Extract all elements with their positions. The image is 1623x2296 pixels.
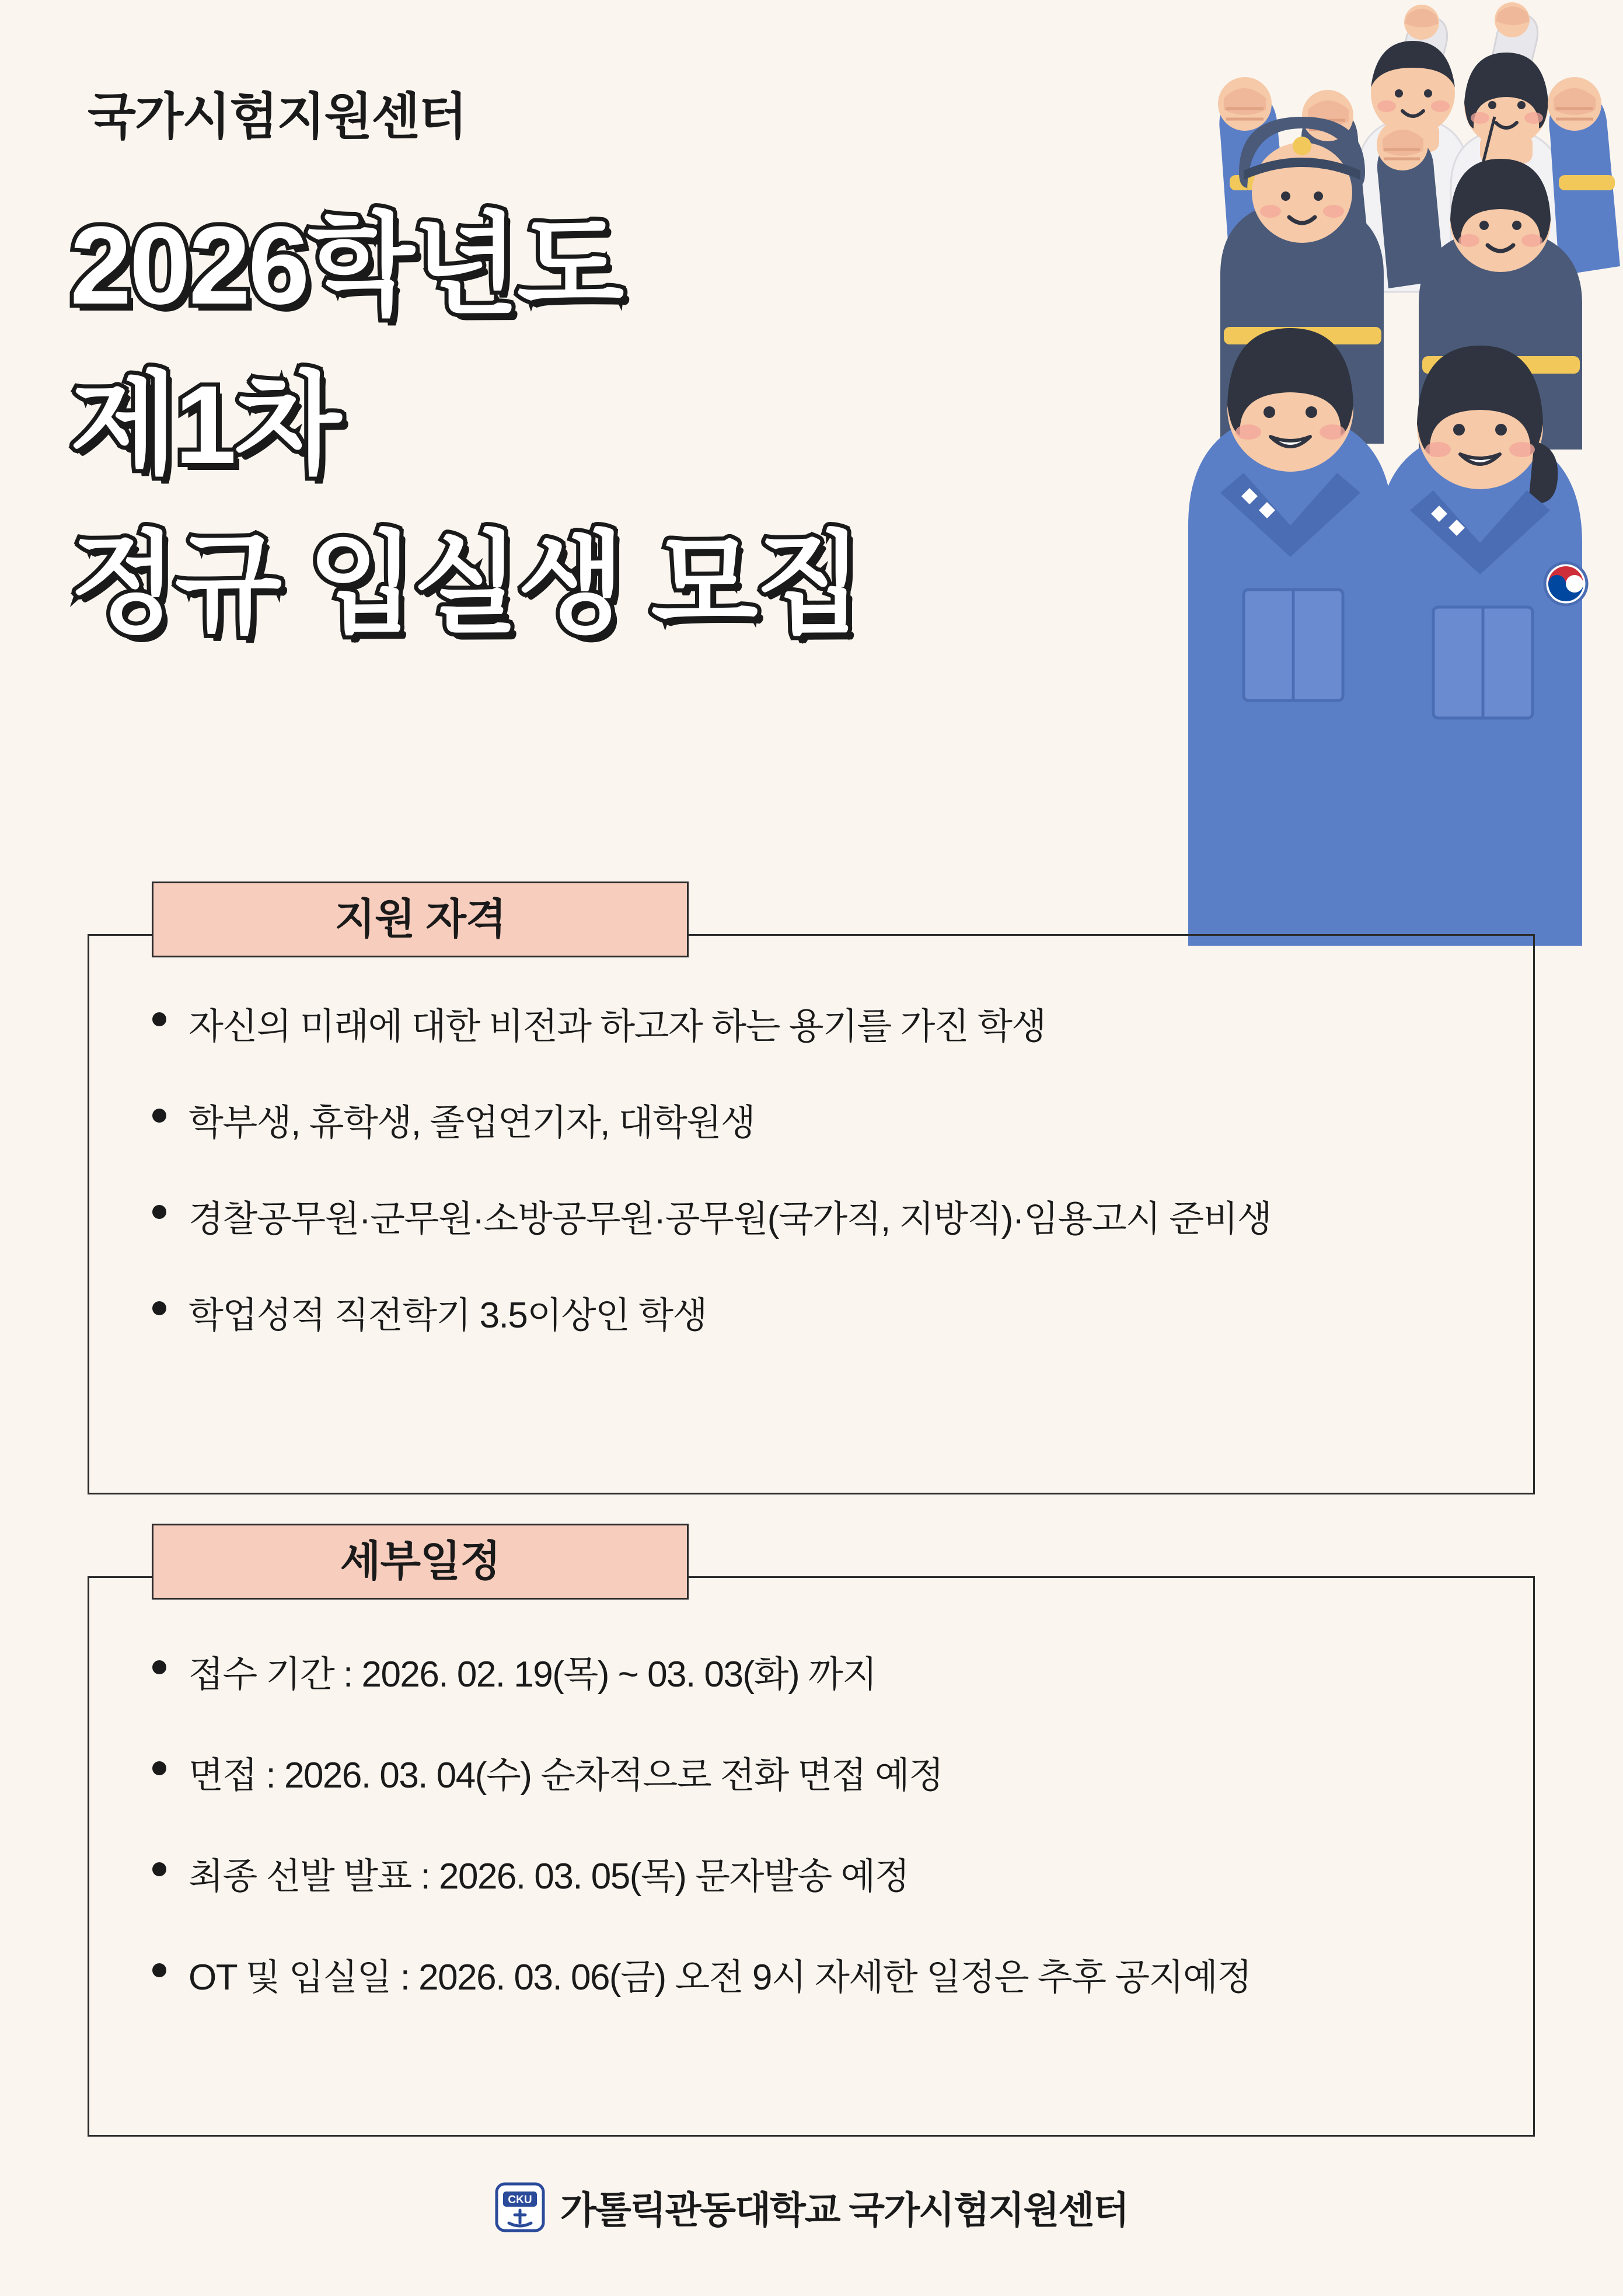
list-item: 자신의 미래에 대한 비전과 하고자 하는 용기를 가진 학생 (142, 997, 1533, 1049)
cku-university-logo-icon (495, 2182, 545, 2232)
title-line-3: 정규 입실생 모집 (70, 522, 861, 646)
qualification-section (88, 934, 1535, 1494)
list-item: 최종 선발 발표 : 2026. 03. 05(목) 문자발송 예정 (142, 1847, 1533, 1899)
list-item: 경찰공무원·군무원·소방공무원·공무원(국가직, 지방직)·임용고시 준비생 (142, 1190, 1533, 1242)
list-item: 면접 : 2026. 03. 04(수) 순차적으로 전화 면접 예정 (142, 1746, 1533, 1798)
title-line-2: 제1차 (70, 363, 339, 487)
schedule-tab-label: 세부일정 (152, 1524, 689, 1600)
poster-title (70, 193, 1004, 670)
title-line-1: 2026학년도 (70, 204, 622, 327)
list-item: 학업성적 직전학기 3.5이상인 학생 (142, 1286, 1533, 1338)
list-item: 학부생, 휴학생, 졸업연기자, 대학원생 (142, 1093, 1533, 1145)
schedule-section (88, 1576, 1535, 2137)
footer-organization: 가톨릭관동대학교 국가시험지원센터 (560, 2189, 1128, 2231)
list-item: OT 및 입실일 : 2026. 03. 06(금) 오전 9시 자세한 일정은 추후 공지예정 (142, 1948, 1533, 2000)
schedule-list (89, 1578, 1533, 2000)
qualification-list (89, 936, 1533, 1338)
qualification-tab-label: 지원 자격 (152, 882, 689, 957)
footer (0, 2180, 1623, 2234)
list-item: 접수 기간 : 2026. 02. 19(목) ~ 03. 03(화) 까지 (142, 1645, 1533, 1697)
center-name: 국가시험지원센터 (88, 89, 466, 145)
svg-text:CKU: CKU (508, 2194, 532, 2206)
